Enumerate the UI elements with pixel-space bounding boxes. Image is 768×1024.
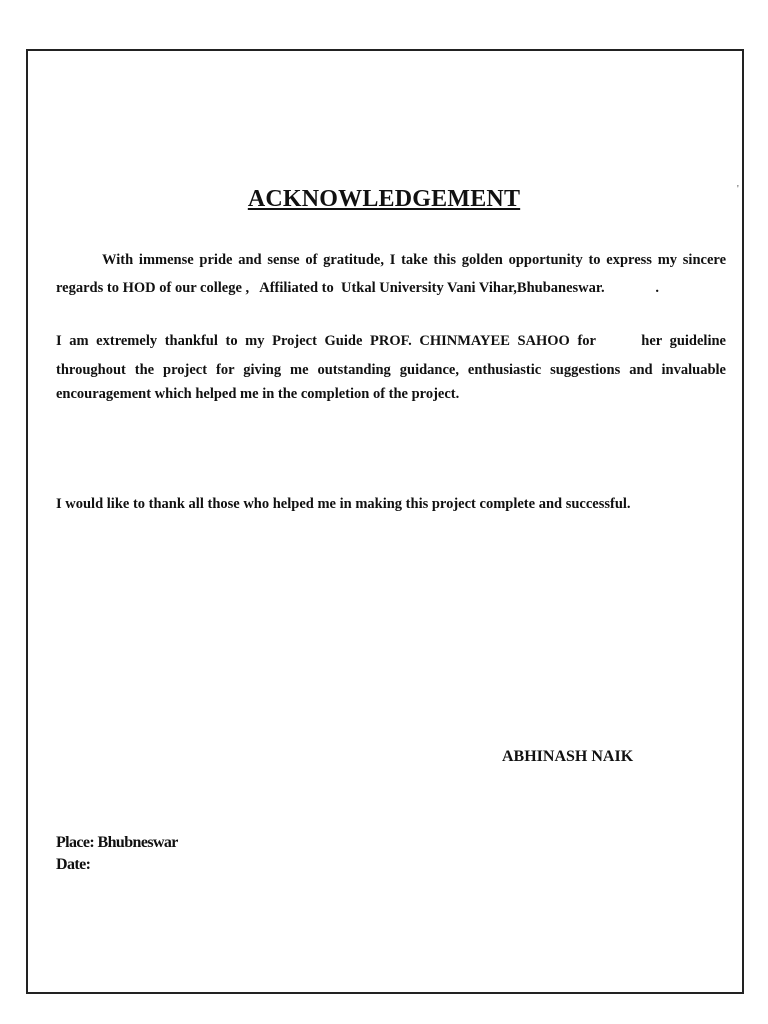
paragraph-1-line-2: regards to HOD of our college , Affiliated to Utkal University Vani Vihar,Bhubaneswar. . <box>56 280 659 296</box>
stray-mark: ' <box>737 184 739 195</box>
place-line: Place: Bhubneswar <box>56 834 178 851</box>
paragraph-2-line-2: throughout the project for giving me outstanding guidance, enthusiastic suggestions and invaluable <box>56 362 726 378</box>
signature-name: ABHINASH NAIK <box>502 748 634 765</box>
document-title: ACKNOWLEDGEMENT <box>247 186 521 212</box>
paragraph-2-line-1: I am extremely thankful to my Project Guide PROF. CHINMAYEE SAHOO for her guideline <box>56 333 726 349</box>
paragraph-2-line-3: encouragement which helped me in the completion of the project. <box>56 386 460 402</box>
date-line: Date: <box>56 856 91 873</box>
paragraph-1-line-1: With immense pride and sense of gratitude, I take this golden opportunity to express my sincere <box>102 252 726 268</box>
paragraph-3: I would like to thank all those who helped me in making this project complete and successful. <box>56 496 631 512</box>
